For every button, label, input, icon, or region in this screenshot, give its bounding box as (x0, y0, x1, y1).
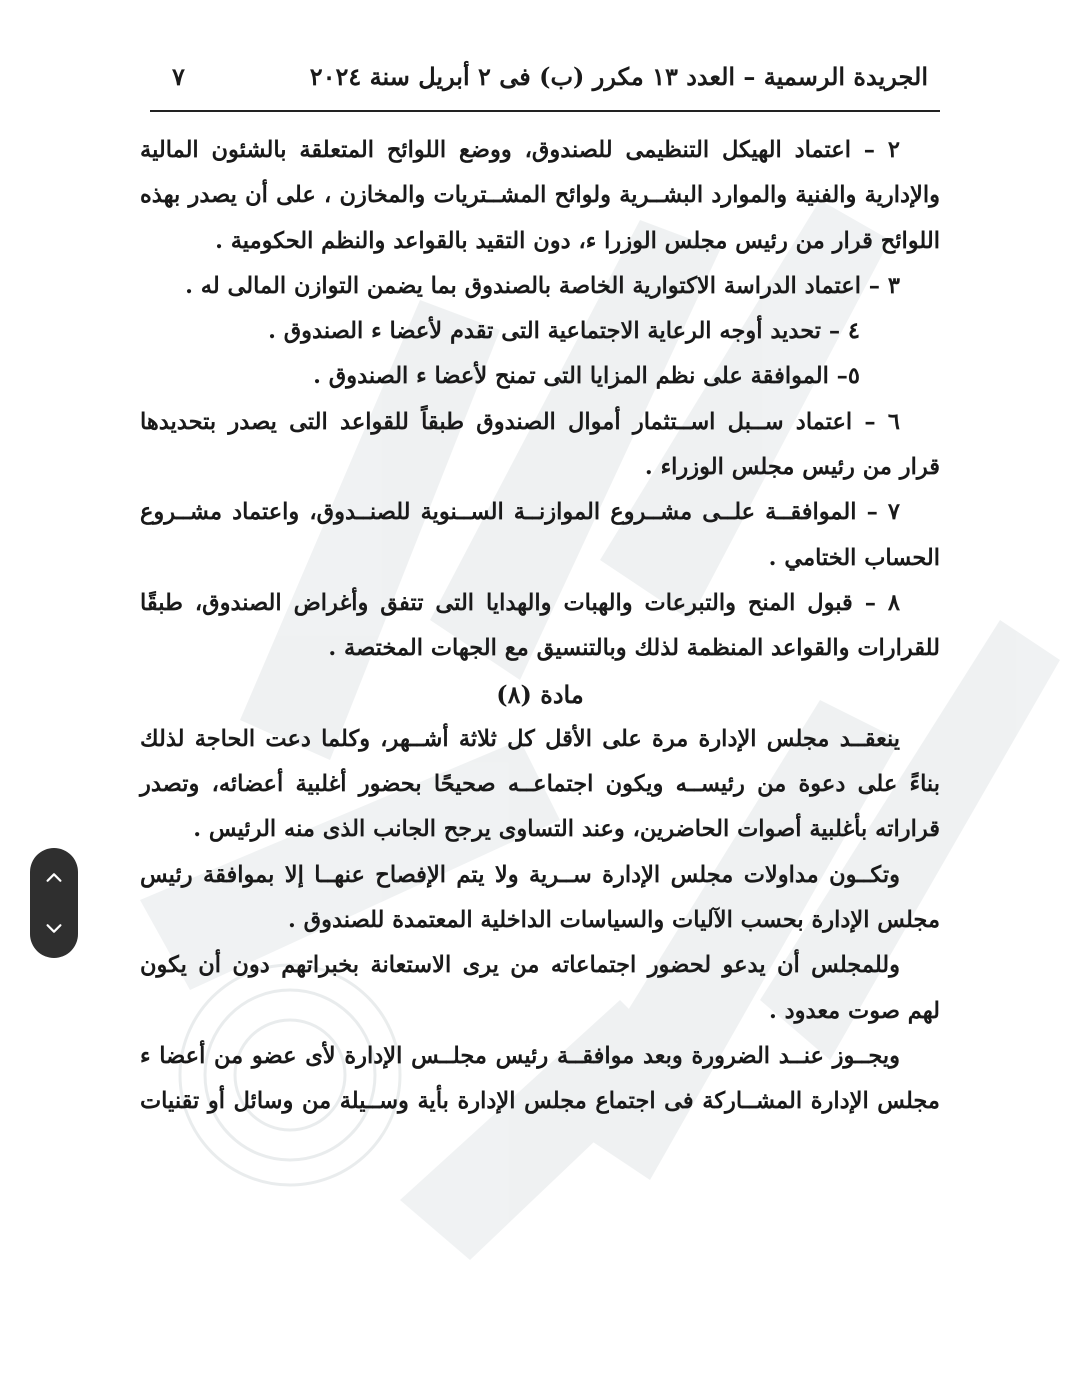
chevron-down-icon (43, 917, 65, 939)
gazette-title: الجريدة الرسمية – العدد ١٣ مكرر (ب) فى ٢ أبريل سنة ٢٠٢٤ (309, 62, 928, 91)
chevron-up-icon (43, 867, 65, 889)
header-divider (150, 110, 940, 112)
text-line: ٥– الموافقة على نظم المزايا التى تمنح لأعضا ء الصندوق . (313, 363, 860, 390)
text-line: ٧ – الموافقــة علــى مشــروع الموازنــة الســنوية للصنــدوق، واعتماد مشــروع (140, 499, 900, 526)
page-nav-control (30, 848, 78, 958)
text-line: ويجــوز عنــد الضرورة وبعد موافقــة رئيس مجلــس الإدارة لأى عضو من أعضا ء (140, 1042, 900, 1069)
text-line: قراراته بأغلبية أصوات الحاضرين، وعند التساوى يرجح الجانب الذى منه الرئيس . (193, 816, 940, 843)
text-line: قرار من رئيس مجلس الوزراء . (644, 454, 940, 481)
document-body (140, 128, 940, 1125)
text-line: ينعقــد مجلس الإدارة مرة على الأقل كل ثلاثة أشــهر، وكلما دعت الحاجة لذلك (140, 725, 900, 752)
previous-page-button[interactable] (30, 854, 78, 902)
text-line: ٦ – اعتماد ســبل اســتثمار أموال الصندوق طبقاً للقواعد التى يصدر بتحديدها (140, 408, 900, 435)
next-page-button[interactable] (30, 904, 78, 952)
text-line: اللوائح قرار من رئيس مجلس الوزرا ء، دون التقيد بالقواعد والنظم الحكومية . (215, 227, 940, 254)
text-line: ٣ – اعتماد الدراسة الاكتوارية الخاصة بالصندوق بما يضمن التوازن المالى له . (185, 272, 900, 299)
page-number: ٧ (172, 62, 185, 91)
text-line: وتكــون مداولات مجلس الإدارة ســرية ولا يتم الإفصاح عنهــا إلا بموافقة رئيس (140, 861, 900, 888)
text-line: ٤ – تحديد أوجه الرعاية الاجتماعية التى تقدم لأعضا ء الصندوق . (268, 318, 860, 345)
text-line: للقرارات والقواعد المنظمة لذلك وبالتنسيق مع الجهات المختصة . (328, 635, 940, 662)
text-line: الحساب الختامي . (768, 544, 940, 571)
text-line: والإدارية والفنية والموارد البشــرية ولوائح المشــتريات والمخازن ، على أن يصدر بهذه (140, 182, 940, 209)
article-heading: مادة (٨) (496, 679, 584, 709)
page-header (150, 58, 940, 102)
text-line: ٢ – اعتماد الهيكل التنظيمى للصندوق، ووضع اللوائح المتعلقة بالشئون المالية (140, 137, 900, 163)
text-line: بناءً على دعوة من رئيســه ويكون اجتماعــه صحيحًا بحضور أغلبية أعضائه، وتصدر (140, 771, 940, 798)
text-line: لهم صوت معدود . (768, 997, 940, 1024)
text-line: مجلس الإدارة المشــاركة فى اجتماع مجلس الإدارة بأية وســيلة من وسائل أو تقنيات (140, 1088, 940, 1115)
text-line: مجلس الإدارة بحسب الآليات والسياسات الداخلية المعتمدة للصندوق . (288, 907, 940, 934)
text-line: ٨ – قبول المنح والتبرعات والهبات والهدايا التى تتفق وأغراض الصندوق، طبقًا (140, 589, 900, 616)
text-line: وللمجلس أن يدعو لحضور اجتماعاته من يرى الاستعانة بخبراتهم دون أن يكون (140, 952, 900, 979)
